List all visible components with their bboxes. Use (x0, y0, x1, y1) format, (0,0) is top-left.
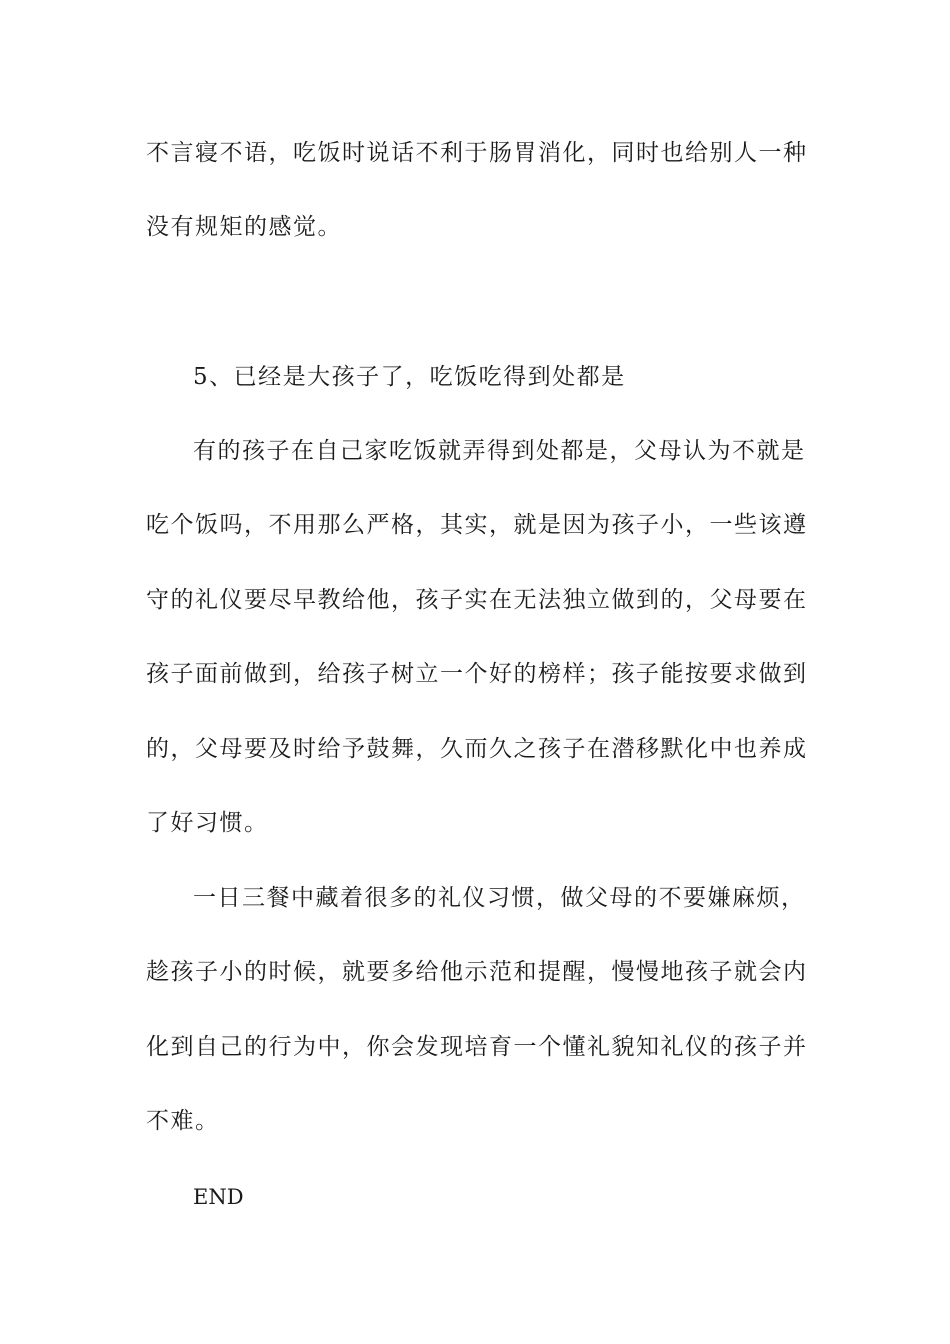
paragraph-line: 没有规矩的感觉。 (146, 214, 342, 240)
paragraph-line: 守的礼仪要尽早教给他，孩子实在无法独立做到的，父母要在 (146, 587, 808, 613)
paragraph-line: 吃个饭吗，不用那么严格，其实，就是因为孩子小，一些该遵 (146, 512, 808, 538)
paragraph-line: 的，父母要及时给予鼓舞，久而久之孩子在潜移默化中也养成 (146, 736, 808, 762)
section-heading: 5、已经是大孩子了，吃饭吃得到处都是 (193, 364, 626, 390)
paragraph-line: 一日三餐中藏着很多的礼仪习惯，做父母的不要嫌麻烦， (193, 885, 806, 911)
paragraph-line: 孩子面前做到，给孩子树立一个好的榜样；孩子能按要求做到 (146, 661, 808, 687)
paragraph-line: 有的孩子在自己家吃饭就弄得到处都是，父母认为不就是 (193, 438, 806, 464)
paragraph-line: 趁孩子小的时候，就要多给他示范和提醒，慢慢地孩子就会内 (146, 959, 808, 985)
end-marker: END (193, 1185, 244, 1209)
paragraph-line: 了好习惯。 (146, 810, 269, 836)
paragraph-line: 不难。 (146, 1108, 220, 1134)
paragraph-line: 不言寝不语，吃饭时说话不利于肠胃消化，同时也给别人一种 (146, 140, 808, 166)
paragraph-line: 化到自己的行为中，你会发现培育一个懂礼貌知礼仪的孩子并 (146, 1034, 808, 1060)
